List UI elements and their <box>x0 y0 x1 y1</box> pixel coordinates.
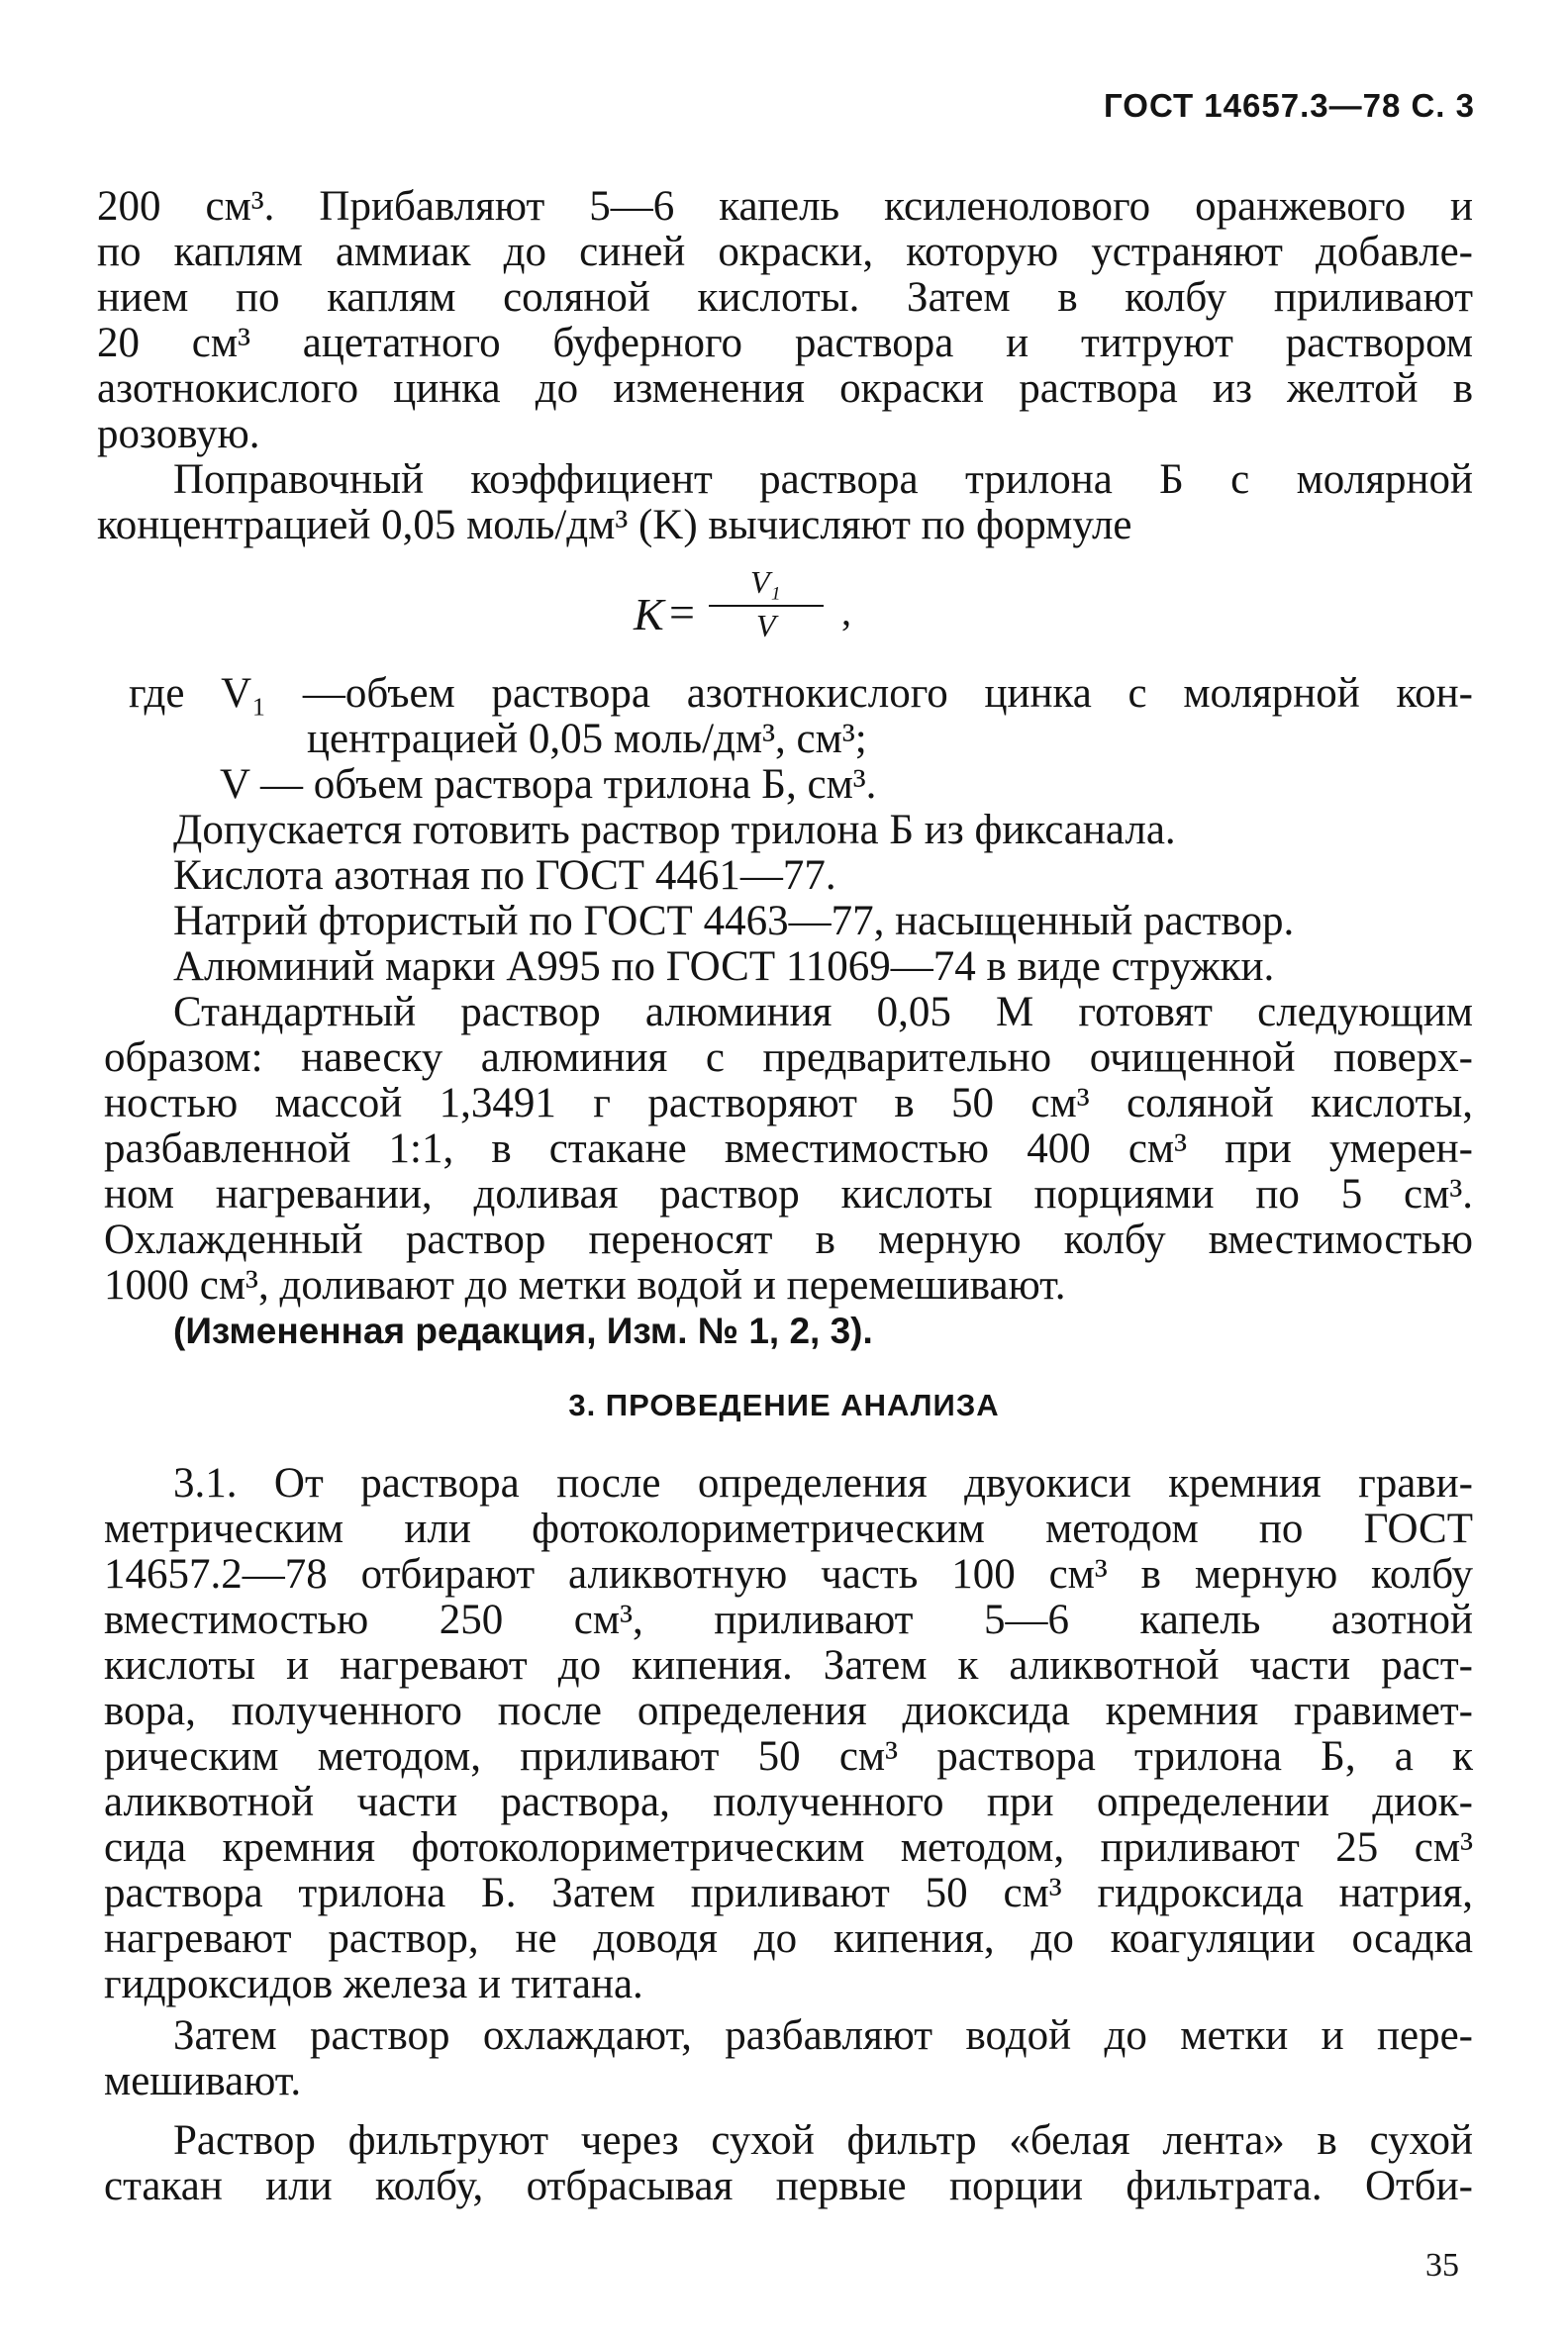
text-line: 3.1. От раствора после определения двуокиси кремния грави- <box>173 1460 1473 1507</box>
formula-comma: , <box>841 589 851 634</box>
text-line: 20 см³ ацетатного буферного раствора и титруют раствором <box>97 320 1473 366</box>
text-line: центрацией 0,05 моль/дм³, см³; <box>307 716 867 762</box>
text-line: разбавленной 1:1, в стакане вместимостью 400 см³ при умерен- <box>104 1125 1473 1172</box>
text-line: метрическим или фотоколориметрическим методом по ГОСТ <box>104 1506 1473 1552</box>
text-line: розовую. <box>97 411 260 457</box>
amendment-note: (Измененная редакция, Изм. № 1, 2, 3). <box>173 1311 873 1351</box>
formula-k <box>634 564 891 643</box>
text-line: ностью массой 1,3491 г растворяют в 50 см³ соляной кислоты, <box>104 1080 1473 1126</box>
text-line: аликвотной части раствора, полученного при определении диок- <box>104 1779 1473 1825</box>
section-title: 3. ПРОВЕДЕНИЕ АНАЛИЗА <box>568 1388 1000 1422</box>
formula-lhs: K <box>634 589 664 639</box>
text-line: мешивают. <box>104 2058 302 2104</box>
text-line: где V₁ —объем раствора азотнокислого цинка с молярной кон- <box>129 670 1473 717</box>
text-line: 14657.2—78 отбирают аликвотную часть 100 см³ в мерную колбу <box>104 1551 1473 1598</box>
text-line: раствора трилона Б. Затем приливают 50 см³ гидроксида натрия, <box>104 1870 1473 1916</box>
formula-denominator: V <box>756 608 776 643</box>
text-line: сида кремния фотоколориметрическим методом, приливают 25 см³ <box>104 1824 1473 1871</box>
text-line: кислоты и нагревают до кипения. Затем к аликвотной части раст- <box>104 1642 1473 1689</box>
text-line: ном нагревании, доливая раствор кислоты порциями по 5 см³. <box>104 1171 1473 1218</box>
formula-equals: = <box>669 587 695 637</box>
text-line: нагревают раствор, не доводя до кипения, до коагуляции осадка <box>104 1915 1473 1962</box>
text-line: рическим методом, приливают 50 см³ раствора трилона Б, а к <box>104 1733 1473 1780</box>
text-line: Затем раствор охлаждают, разбавляют водой до метки и пере- <box>173 2012 1473 2059</box>
text-line: нием по каплям соляной кислоты. Затем в колбу приливают <box>97 274 1473 321</box>
text-line: 200 см³. Прибавляют 5—6 капель ксиленолового оранжевого и <box>97 183 1473 230</box>
text-line: концентрацией 0,05 моль/дм³ (K) вычисляют по формуле <box>97 502 1132 548</box>
fraction-bar <box>709 605 824 607</box>
text-line: вместимостью 250 см³, приливают 5—6 капель азотной <box>104 1597 1473 1643</box>
formula-numerator: V₁ <box>750 564 781 600</box>
text-line: 1000 см³, доливают до метки водой и перемешивают. <box>104 1262 1066 1309</box>
text-line: Алюминий марки А995 по ГОСТ 11069—74 в виде стружки. <box>173 943 1275 990</box>
running-head: ГОСТ 14657.3—78 С. 3 <box>1104 87 1475 124</box>
text-line: V — объем раствора трилона Б, см³. <box>220 761 877 808</box>
text-line: Стандартный раствор алюминия 0,05 М готовят следующим <box>173 989 1473 1035</box>
text-line: Натрий фтористый по ГОСТ 4463—77, насыщенный раствор. <box>173 898 1295 944</box>
text-line: Кислота азотная по ГОСТ 4461—77. <box>173 852 836 899</box>
text-line: по каплям аммиак до синей окраски, которую устраняют добавле- <box>97 229 1473 275</box>
text-line: стакан или колбу, отбрасывая первые порции фильтрата. Отби- <box>104 2163 1473 2209</box>
text-line: Поправочный коэффициент раствора трилона Б с молярной <box>173 456 1473 503</box>
text-line: Допускается готовить раствор трилона Б из фиксанала. <box>173 807 1176 853</box>
text-line: гидроксидов железа и титана. <box>104 1961 643 2007</box>
text-line: Раствор фильтруют через сухой фильтр «белая лента» в сухой <box>173 2117 1473 2164</box>
page-number: 35 <box>1425 2247 1459 2284</box>
text-line: вора, полученного после определения диоксида кремния гравимет- <box>104 1688 1473 1734</box>
text-line: образом: навеску алюминия с предварительно очищенной поверх- <box>104 1034 1473 1081</box>
text-line: азотнокислого цинка до изменения окраски раствора из желтой в <box>97 365 1473 412</box>
text-line: Охлажденный раствор переносят в мерную колбу вместимостью <box>104 1217 1473 1263</box>
